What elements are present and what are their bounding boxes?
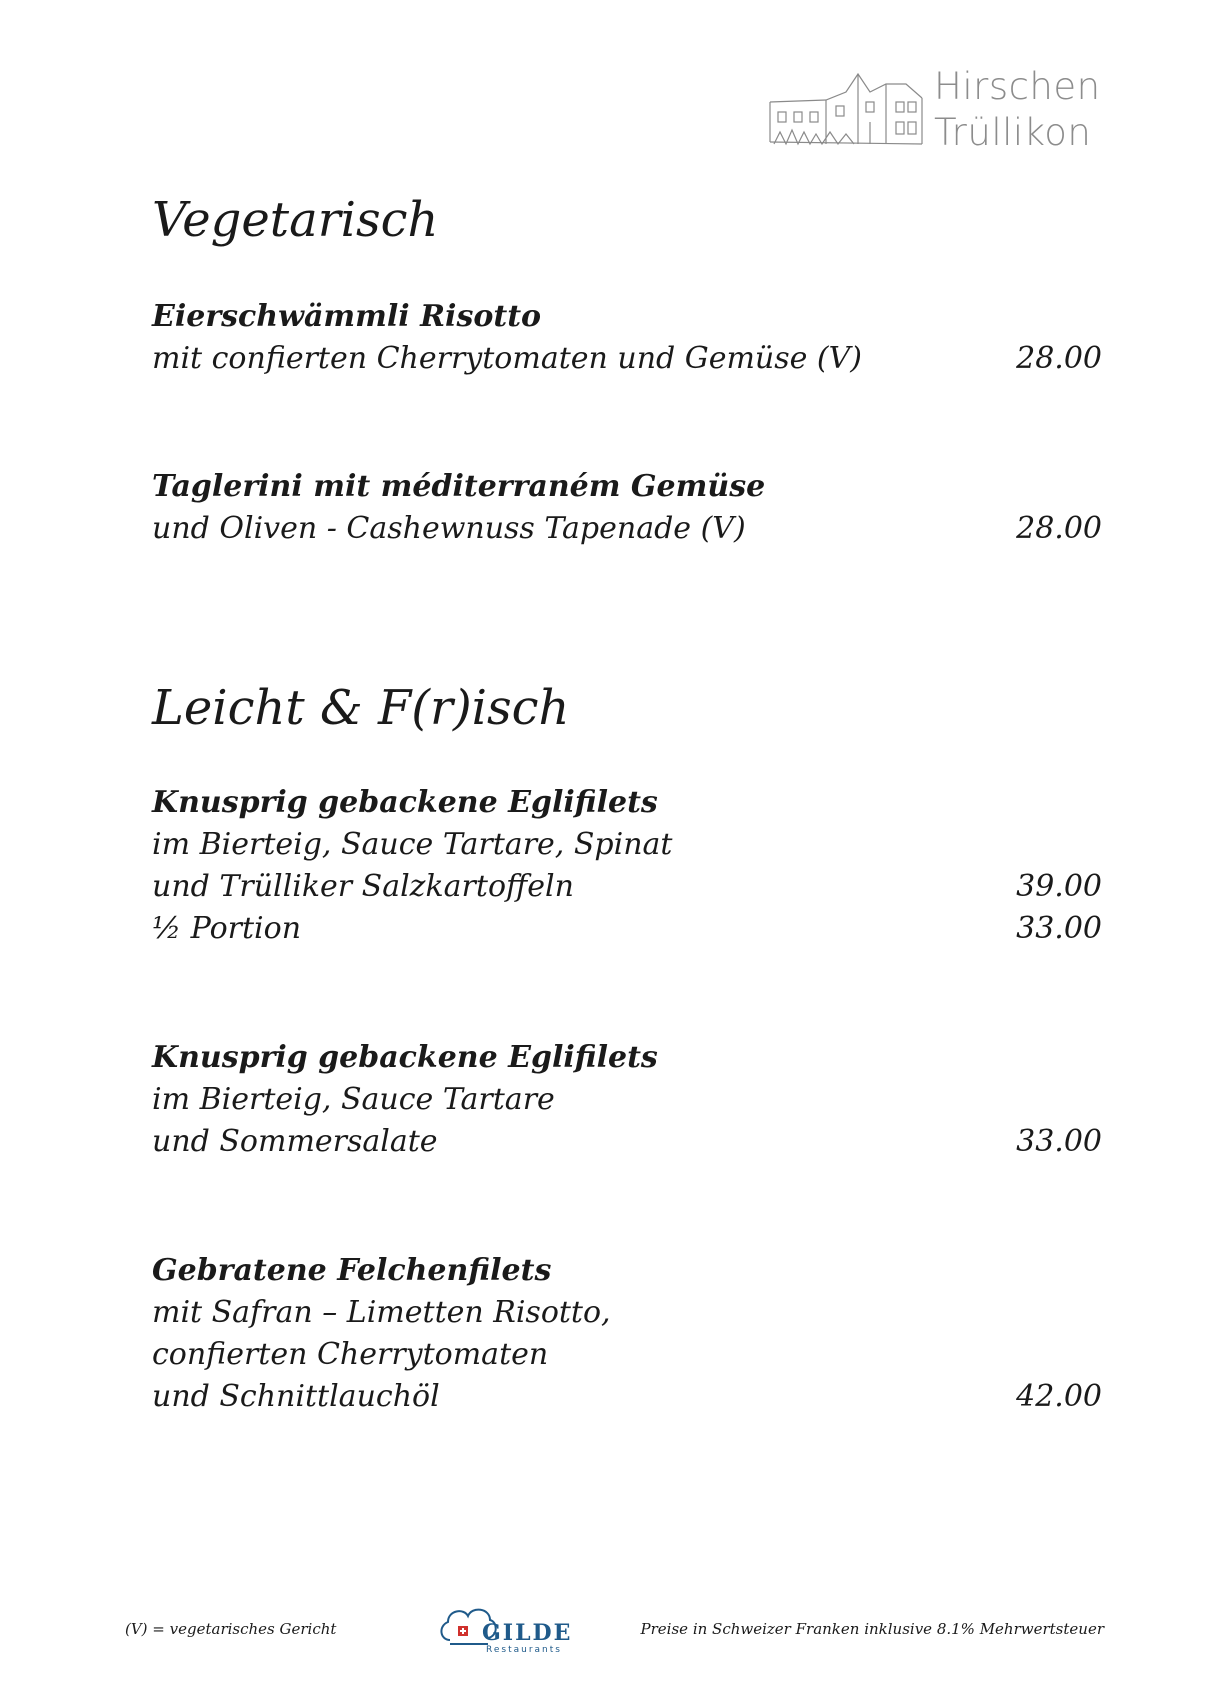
footer-vegetarian-note: (V) = vegetarisches Gericht — [125, 1620, 337, 1638]
logo-text — [934, 64, 1101, 156]
dish-description: confierten Cherrytomaten — [152, 1337, 549, 1372]
restaurant-logo — [766, 62, 1106, 160]
dish-description-line — [152, 1121, 1102, 1163]
dish-taglerini — [152, 466, 1102, 550]
dish-price: 28.00 — [1016, 341, 1102, 376]
section-title-leicht-frisch: Leicht & F(r)isch — [152, 680, 570, 736]
gilde-name: GILDE — [482, 1620, 573, 1646]
gilde-logo — [436, 1600, 576, 1656]
dish-price: 39.00 — [1016, 869, 1102, 904]
dish-description: mit Safran – Limetten Risotto, — [152, 1295, 611, 1330]
section-title-vegetarisch: Vegetarisch — [152, 192, 439, 248]
dish-description-line — [152, 338, 1102, 380]
dish-description-line — [152, 824, 1102, 866]
footer-price-note: Preise in Schweizer Franken inklusive 8.1% Mehrwertsteuer — [640, 1620, 1104, 1638]
dish-price: 33.00 — [1016, 1124, 1102, 1159]
dish-price: 42.00 — [1016, 1379, 1102, 1414]
dish-name: Taglerini mit méditerraném Gemüse — [152, 469, 766, 504]
logo-line-1: Hirschen — [934, 65, 1101, 108]
dish-name: Knusprig gebackene Eglifilets — [152, 785, 658, 820]
dish-price: 33.00 — [1016, 911, 1102, 946]
dish-name: Eierschwämmli Risotto — [152, 299, 542, 334]
dish-description: und Trülliker Salzkartoffeln — [152, 869, 574, 904]
dish-name: Gebratene Felchenfilets — [152, 1253, 552, 1288]
dish-description: mit confierten Cherrytomaten und Gemüse (V) — [152, 341, 862, 376]
dish-description: ½ Portion — [152, 911, 302, 946]
dish-description-line — [152, 1079, 1102, 1121]
house-sketch-icon — [766, 62, 926, 154]
dish-eglifilets-sommersalate — [152, 1037, 1102, 1163]
dish-price: 28.00 — [1016, 511, 1102, 546]
dish-description-line — [152, 908, 1102, 950]
dish-eierschwaemmli-risotto — [152, 296, 1102, 380]
dish-description: im Bierteig, Sauce Tartare, Spinat — [152, 827, 673, 862]
dish-description: und Schnittlauchöl — [152, 1379, 440, 1414]
dish-description-line — [152, 866, 1102, 908]
dish-description: und Sommersalate — [152, 1124, 438, 1159]
logo-line-2: Trüllikon — [934, 111, 1092, 154]
dish-description-line — [152, 1292, 1102, 1334]
dish-felchenfilets — [152, 1250, 1102, 1418]
dish-description-line — [152, 508, 1102, 550]
chef-hat-icon — [436, 1600, 576, 1656]
dish-name: Knusprig gebackene Eglifilets — [152, 1040, 658, 1075]
dish-description-line — [152, 1376, 1102, 1418]
dish-description: im Bierteig, Sauce Tartare — [152, 1082, 555, 1117]
dish-eglifilets-spinat — [152, 782, 1102, 950]
gilde-sub: Restaurants — [486, 1645, 562, 1655]
dish-description-line — [152, 1334, 1102, 1376]
dish-description: und Oliven - Cashewnuss Tapenade (V) — [152, 511, 746, 546]
